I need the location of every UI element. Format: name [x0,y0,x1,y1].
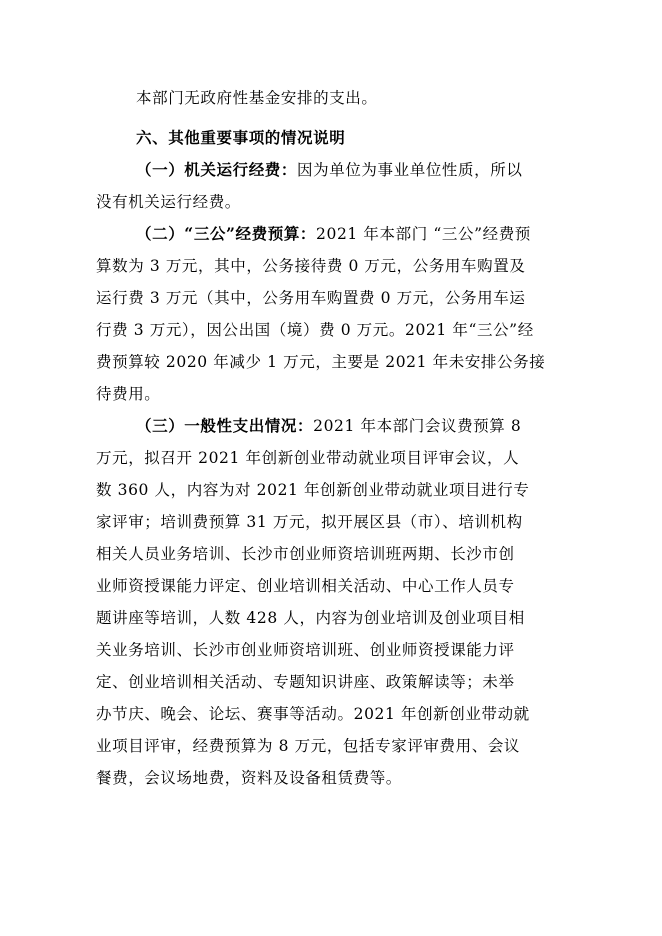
text-line: 相关人员业务培训、长沙市创业师资培训班两期、长沙市创 [96,545,515,563]
document-page [96,82,572,794]
text-line: 定、创业培训相关活动、专题知识讲座、政策解读等；未举 [96,673,515,691]
text-line: 办节庆、晚会、论坛、赛事等活动。2021 年创新创业带动就 [96,705,530,723]
text-line: 业项目评审，经费预算为 8 万元，包括专家评审费用、会议 [96,737,521,755]
text-line: 因为单位为事业单位性质，所以 [297,161,523,179]
text-line: 万元，拟召开 2021 年创新创业带动就业项目评审会议，人 [96,449,520,467]
paragraph-lead-three-public-budget: （二）“三公”经费预算： [136,224,317,243]
section-heading-6: 六、其他重要事项的情况说明 [136,128,346,147]
paragraph-general-expenditure [96,410,572,794]
paragraph-lead-operating-funds: （一）机关运行经费： [136,160,298,179]
text-line: 餐费，会议场地费，资料及设备租赁费等。 [96,769,402,787]
text-line: 关业务培训、长沙市创业师资培训班、创业师资授课能力评 [96,641,515,659]
text-line: 题讲座等培训，人数 428 人，内容为创业培训及创业项目相 [96,609,525,627]
paragraph-operating-funds [96,154,572,218]
text-line: 2021 年本部门 “三公”经费预 [316,225,531,243]
paragraph-three-public-budget [96,218,572,410]
text-line: 待费用。 [96,385,161,403]
text-line: 算数为 3 万元，其中，公务接待费 0 万元，公务用车购置及 [96,257,526,275]
text-line: 费预算较 2020 年减少 1 万元，主要是 2021 年未安排公务接 [96,353,546,371]
text-line: 业师资授课能力评定、创业培训相关活动、中心工作人员专 [96,577,515,595]
text-line: 没有机关运行经费。 [96,193,241,211]
text-line: 行费 3 万元），因公出国（境）费 0 万元。2021 年“三公”经 [96,321,534,339]
paragraph-lead-general-expenditure: （三）一般性支出情况： [136,416,314,435]
text-line: 家评审；培训费预算 31 万元，拟开展区县（市）、培训机构 [96,513,523,531]
text-line: 运行费 3 万元（其中，公务用车购置费 0 万元，公务用车运 [96,289,526,307]
text-line: 数 360 人，内容为对 2021 年创新创业带动就业项目进行专 [96,481,530,499]
paragraph-fund-note: 本部门无政府性基金安排的支出。 [136,89,378,107]
spacer [96,114,572,122]
text-line: 2021 年本部门会议费预算 8 [313,417,522,435]
